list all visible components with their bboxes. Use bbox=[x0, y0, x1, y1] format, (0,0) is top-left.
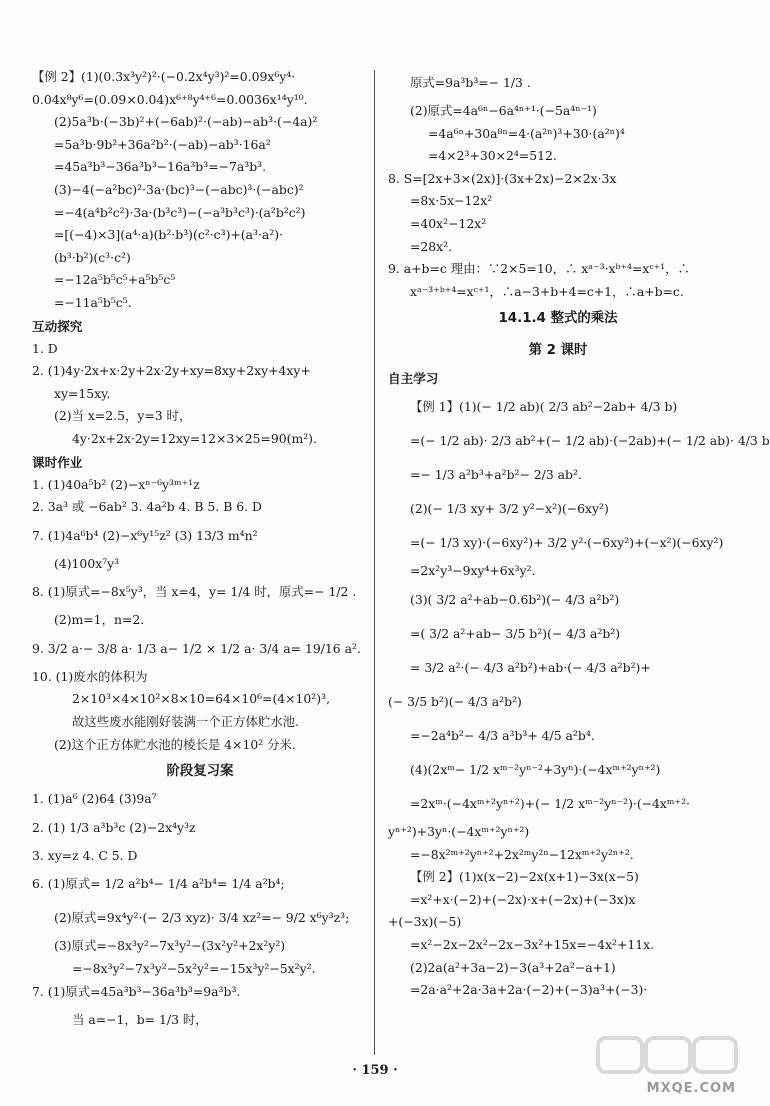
right-text-line: 原式=9a³b³=− 1/3 . bbox=[410, 75, 531, 90]
right-text-line: (2)原式=4a⁶ⁿ−6a⁴ⁿ⁺¹·(−5a⁴ⁿ⁻¹) bbox=[410, 103, 597, 118]
left-text-line: xy=15xy. bbox=[54, 385, 111, 401]
right-text-line: =− 1/3 a²b³+a²b²− 2/3 ab². bbox=[410, 467, 582, 483]
right-text-line: 14.1.4 整式的乘法 bbox=[498, 311, 618, 327]
left-text-line: 6. (1)原式= 1/2 a²b⁴− 1/4 a²b⁴= 1/4 a²b⁴; bbox=[32, 876, 285, 892]
left-text-line: 9. 3/2 a·− 3/8 a· 1/3 a− 1/2 × 1/2 a· 3/4 a= 19/16 a². bbox=[32, 640, 361, 656]
left-text-line: (2)原式=9x⁴y²·(− 2/3 xyz)· 3/4 xz²=− 9/2 x⁶y³z³; bbox=[54, 910, 350, 926]
right-column bbox=[388, 66, 770, 1002]
left-text-line: 2. (1) 1/3 a³b³c (2)−2x⁴y³z bbox=[32, 819, 196, 835]
left-text-line: 课时作业 bbox=[32, 454, 83, 470]
right-text-line: =28x². bbox=[410, 238, 453, 254]
left-text-line: 互动探究 bbox=[32, 318, 83, 334]
left-text-line: 2×10³×4×10²×8×10=64×10⁶=(4×10²)³, bbox=[72, 691, 331, 707]
right-text-line: 【例 2】(1)x(x−2)−2x(x+1)−3x(x−5) bbox=[410, 869, 639, 885]
left-text-line: 7. (1)4a⁶b⁴ (2)−x⁶y¹⁵z² (3) 13/3 m⁴n² bbox=[32, 527, 258, 543]
right-text-line: (2)2a(a²+3a−2)−3(a³+2a²−a+1) bbox=[410, 959, 616, 975]
left-text-line: 阶段复习案 bbox=[166, 764, 234, 780]
right-text-line: =(− 1/2 ab)· 2/3 ab²+(− 1/2 ab)·(−2ab)+(− 1/2 ab)· 4/3 b bbox=[410, 433, 770, 449]
right-text-line: (− 3/5 b²)(− 4/3 a²b²) bbox=[388, 693, 522, 709]
right-text-line: (2)(− 1/3 xy+ 3/2 y²−x²)(−6xy²) bbox=[410, 501, 609, 517]
left-text-line: (2)5a³b·(−3b)²+(−6ab)²·(−ab)−ab³·(−4a)² bbox=[54, 114, 318, 130]
left-text-line: 8. (1)原式=−8x⁵y³，当 x=4，y= 1/4 时，原式=− 1/2 . bbox=[32, 584, 357, 600]
right-text-line: 8. S=[2x+3×(2x)]·(3x+2x)−2×2x·3x bbox=[388, 170, 617, 186]
right-text-line: 【例 1】(1)(− 1/2 ab)( 2/3 ab²−2ab+ 4/3 b) bbox=[410, 399, 678, 415]
left-text-line: 4y·2x+2x·2y=12xy=12×3×25=90(m²). bbox=[72, 430, 317, 446]
right-text-line: =−2a⁴b²− 4/3 a³b³+ 4/5 a²b⁴. bbox=[410, 727, 595, 743]
left-text-line: 2. (1)4y·2x+x·2y+2x·2y+xy=8xy+2xy+4xy+ bbox=[32, 363, 311, 379]
left-text-line: 故这些废水能刚好装满一个正方体贮水池. bbox=[72, 714, 299, 730]
left-text-line: =−12a⁵b⁵c⁵+a⁵b⁵c⁵ bbox=[54, 272, 176, 288]
left-text-line: 0.04x⁸y⁶=(0.09×0.04)x⁶⁺⁸y⁴⁺⁶=0.0036x¹⁴y¹⁰. bbox=[32, 91, 308, 107]
right-text-line: (3)( 3/2 a²+ab−0.6b²)(− 4/3 a²b²) bbox=[410, 591, 620, 607]
right-text-line: =2x²y³−9xy⁴+6x³y². bbox=[410, 563, 536, 579]
page-number: · 159 · bbox=[352, 1063, 398, 1078]
right-text-line: xᵃ⁻³⁺ᵇ⁺⁴=xᶜ⁺¹，∴a−3+b+4=c+1，∴a+b=c. bbox=[410, 283, 684, 299]
left-text-line: (2)m=1，n=2. bbox=[54, 612, 145, 628]
left-text-line: (b³·b²)(c³·c²) bbox=[54, 249, 131, 265]
left-text-line: 10. (1)废水的体积为 bbox=[32, 668, 148, 684]
left-text-line: (2)这个正方体贮水池的棱长是 4×10² 分米. bbox=[54, 736, 296, 752]
left-text-line: =[(−4)×3](a⁴·a)(b²·b³)(c²·c³)+(a³·a²)· bbox=[54, 227, 284, 243]
right-text-line: 第 2 课时 bbox=[528, 343, 588, 359]
right-text-line: yⁿ⁺²)+3yⁿ·(−4xᵐ⁺²yⁿ⁺²) bbox=[388, 823, 530, 839]
left-text-line: 当 a=−1，b= 1/3 时， bbox=[72, 1012, 208, 1028]
left-text-line: (3)原式=−8x³y²−7x³y²−(3x²y²+2x²y²) bbox=[54, 938, 286, 954]
right-text-line: =( 3/2 a²+ab− 3/5 b²)(− 4/3 a²b²) bbox=[410, 625, 621, 641]
right-text-line: 自主学习 bbox=[388, 371, 439, 387]
right-text-line: =2a·a²+2a·3a+2a·(−2)+(−3)a³+(−3)· bbox=[410, 982, 648, 998]
column-divider bbox=[374, 70, 375, 1055]
right-text-line: =40x²−12x² bbox=[410, 215, 487, 231]
right-text-line: =4a⁶ⁿ+30a⁸ⁿ=4·(a²ⁿ)³+30·(a²ⁿ)⁴ bbox=[428, 125, 625, 141]
left-text-line: =−11a⁵b⁵c⁵. bbox=[54, 294, 132, 310]
left-text-line: 2. 3a³ 或 −6ab² 3. 4a²b 4. B 5. B 6. D bbox=[32, 499, 262, 515]
right-text-line: = 3/2 a²·(− 4/3 a²b²)+ab·(− 4/3 a²b²)+ bbox=[410, 659, 651, 675]
left-text-line: (2)当 x=2.5，y=3 时， bbox=[54, 408, 192, 424]
left-text-line: =−4(a⁴b²c²)·3a·(b³c³)−(−a³b³c³)·(a²b²c²) bbox=[54, 204, 306, 220]
right-text-line: =x²+x·(−2)+(−2x)·x+(−2x)+(−3x)x bbox=[410, 891, 636, 907]
right-text-line: =8x·5x−12x² bbox=[410, 193, 493, 209]
right-text-line: =4×2³+30×2⁴=512. bbox=[428, 148, 557, 164]
right-text-line: =(− 1/3 xy)·(−6xy²)+ 3/2 y²·(−6xy²)+(−x²)(−6xy²) bbox=[410, 535, 724, 551]
right-text-line: +(−3x)(−5) bbox=[388, 914, 462, 930]
left-text-line: (3)−4(−a²bc)²·3a·(bc)³−(−abc)³·(−abc)² bbox=[54, 181, 304, 197]
left-column bbox=[32, 66, 368, 1037]
left-text-line: 7. (1)原式=45a³b³−36a³b³=9a³b³. bbox=[32, 983, 241, 999]
left-text-line: (4)100x⁷y³ bbox=[54, 555, 120, 571]
right-text-line: =2xᵐ·(−4xᵐ⁺²yⁿ⁺²)+(− 1/2 xᵐ⁻²yⁿ⁻²)·(−4xᵐ⁺²· bbox=[410, 795, 690, 811]
left-text-line: 1. (1)a⁶ (2)64 (3)9a⁷ bbox=[32, 791, 157, 807]
left-text-line: =45a³b³−36a³b³−16a³b³=−7a³b³. bbox=[54, 159, 267, 175]
right-text-line: =−8x²ᵐ⁺²yⁿ⁺²+2x²ᵐy²ⁿ−12xᵐ⁺²y²ⁿ⁺². bbox=[410, 846, 634, 862]
right-text-line: =x²−2x−2x²−2x−3x²+15x=−4x²+11x. bbox=[410, 936, 655, 952]
right-text-line: (4)(2xᵐ− 1/2 xᵐ⁻²yⁿ⁻²+3yⁿ)·(−4xᵐ⁺²yⁿ⁺²) bbox=[410, 761, 661, 777]
left-text-line: 3. xy=z 4. C 5. D bbox=[32, 847, 138, 863]
left-text-line: 【例 2】(1)(0.3x³y²)²·(−0.2x⁴y³)²=0.09x⁶y⁴· bbox=[32, 69, 296, 84]
left-text-line: 1. (1)40a⁵b² (2)−xⁿ⁻⁶y³ᵐ⁺¹z bbox=[32, 476, 200, 492]
left-text-line: 1. D bbox=[32, 340, 58, 356]
left-text-line: =5a³b·9b²+36a²b²·(−ab)−ab³·16a² bbox=[54, 136, 271, 152]
left-text-line: =−8x³y²−7x³y²−5x²y²=−15x³y²−5x²y². bbox=[72, 961, 316, 977]
right-text-line: 9. a+b=c 理由：∵2×5=10，∴ xᵃ⁻³·xᵇ⁺⁴=xᶜ⁺¹，∴ bbox=[388, 261, 690, 277]
watermark-text: MXQE.COM bbox=[646, 1081, 736, 1096]
